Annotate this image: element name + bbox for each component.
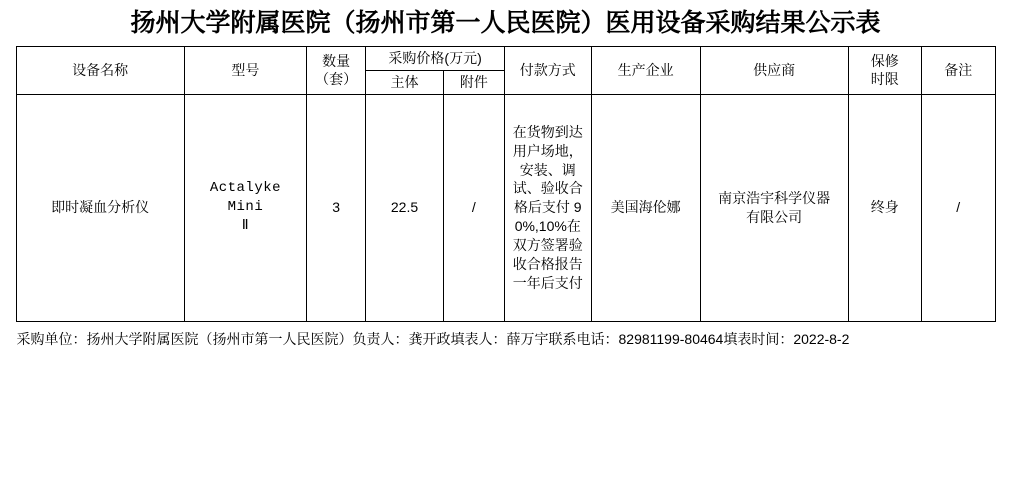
- cell-price-main: 22.5: [366, 94, 444, 321]
- cell-remark: /: [922, 94, 996, 321]
- cell-equipment-name: 即时凝血分析仪: [16, 94, 184, 321]
- footer-owner-label: 负责人：: [352, 330, 409, 347]
- footer-phone-value: 82981199-80464: [618, 330, 724, 347]
- header-equipment-name: 设备名称: [16, 47, 184, 95]
- footer-unit-label: 采购单位：: [16, 330, 87, 347]
- cell-warranty: 终身: [848, 94, 921, 321]
- header-purchase-price-group: 采购价格(万元): [366, 47, 505, 71]
- cell-supplier-line2: 有限公司: [746, 208, 803, 225]
- header-warranty: [848, 47, 921, 95]
- footer-date-label: 填表时间：: [723, 330, 794, 347]
- header-warranty-line2: 时限: [870, 71, 899, 88]
- footer-owner-value: 龚开政: [408, 330, 451, 347]
- cell-manufacturer: 美国海伦娜: [591, 94, 700, 321]
- footer-date-value: 2022-8-2: [793, 330, 850, 347]
- cell-model-line1: Actalyke Mini: [209, 180, 282, 216]
- footer-info: [15, 322, 997, 349]
- cell-model-line2: Ⅱ: [241, 218, 250, 235]
- cell-supplier-line1: 南京浩宇科学仪器: [718, 189, 831, 206]
- footer-filler-value: 薛万宇: [506, 330, 549, 347]
- header-supplier: 供应商: [700, 47, 848, 95]
- header-quantity: [307, 47, 366, 95]
- header-remark: 备注: [922, 47, 996, 95]
- table-row: [16, 94, 995, 321]
- footer-unit-value: 扬州大学附属医院（扬州市第一人民医院）: [86, 330, 353, 347]
- header-quantity-line2: （套）: [315, 71, 358, 88]
- header-manufacturer: 生产企业: [591, 47, 700, 95]
- cell-price-accessory: /: [443, 94, 504, 321]
- header-model: 型号: [184, 47, 306, 95]
- footer-filler-label: 填表人：: [450, 330, 507, 347]
- cell-quantity: 3: [307, 94, 366, 321]
- cell-model: [184, 94, 306, 321]
- purchase-result-table: [16, 46, 996, 322]
- cell-supplier: [700, 94, 848, 321]
- header-quantity-line1: 数量: [322, 52, 351, 69]
- footer-phone-label: 联系电话：: [548, 330, 619, 347]
- header-payment-method: 付款方式: [504, 47, 591, 95]
- header-price-accessory: 附件: [443, 70, 504, 94]
- page-title: 扬州大学附属医院（扬州市第一人民医院）医用设备采购结果公示表: [130, 9, 881, 37]
- header-price-main: 主体: [366, 70, 444, 94]
- cell-payment-method: 在货物到达用户场地，安装、调试、验收合格后支付 90%,10%在双方签署验收合格报告一年后支付: [504, 94, 591, 321]
- table-header-row-1: [16, 47, 995, 71]
- header-warranty-line1: 保修: [870, 52, 899, 69]
